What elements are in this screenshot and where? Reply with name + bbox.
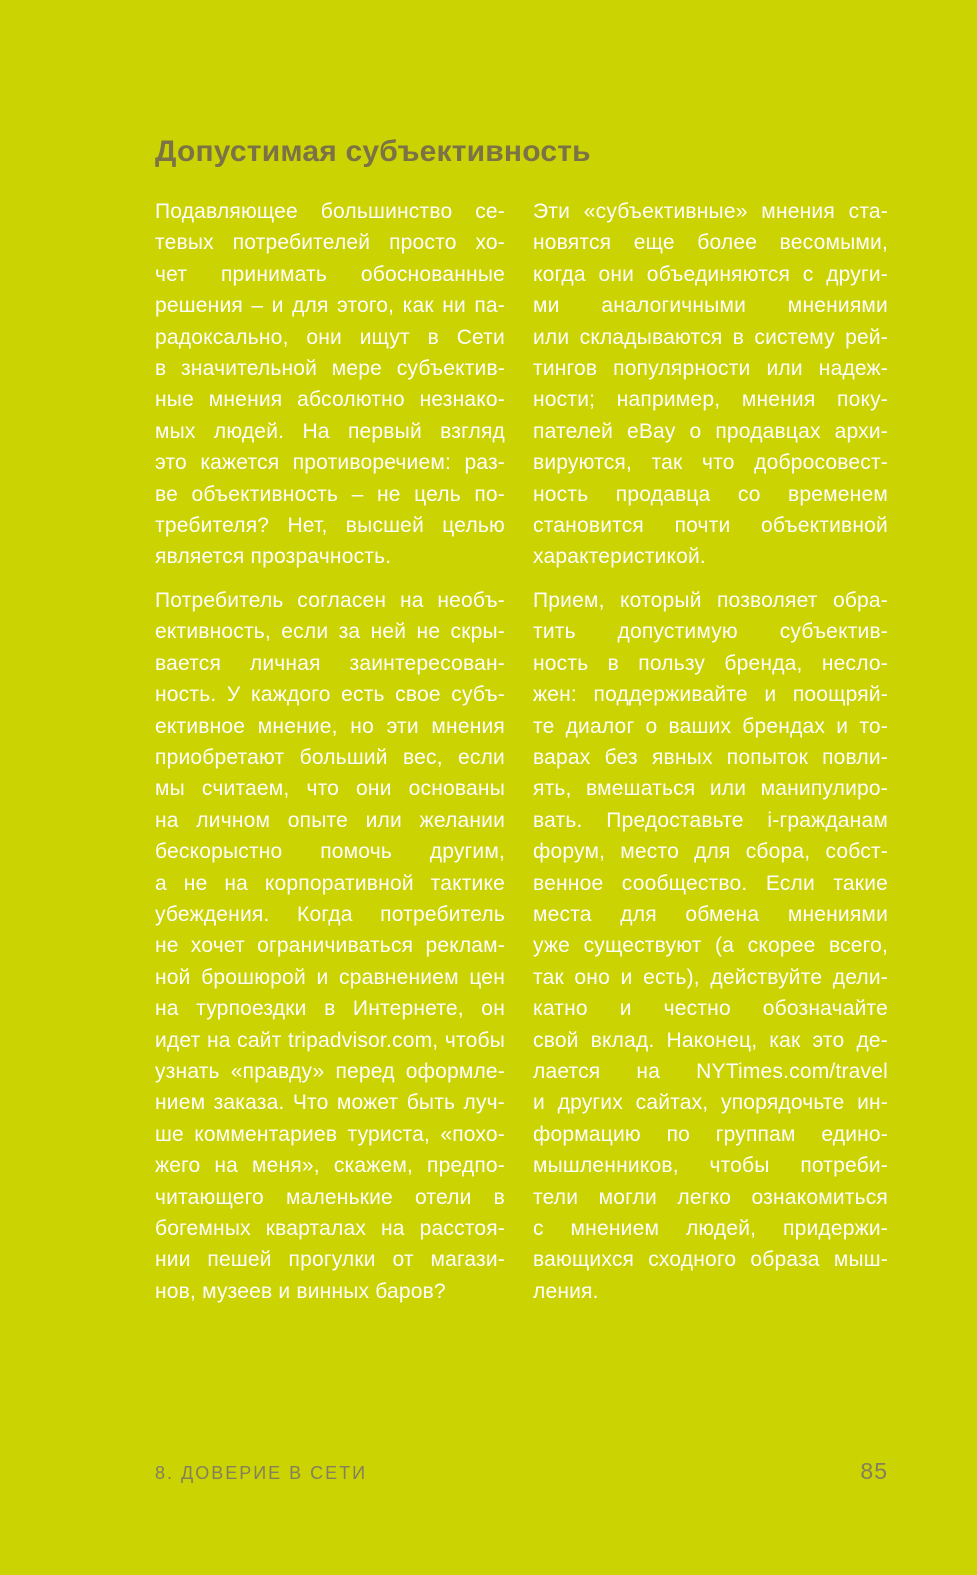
text-line: ления.	[533, 1279, 599, 1303]
footer	[155, 1458, 888, 1485]
text-line: ности; например, мнения поку-	[533, 388, 888, 412]
text-line: вающихся сходного образа мыш-	[533, 1248, 888, 1272]
text-line: нии пешей прогулки от магази-	[155, 1248, 505, 1272]
page-number: 85	[860, 1458, 888, 1484]
text-line: ность. У каждого есть свое субъ-	[155, 683, 505, 707]
text-line: или складываются в систему рей-	[533, 325, 888, 349]
text-line: ми аналогичными мнениями	[533, 294, 888, 318]
text-line: тить допустимую субъектив-	[533, 620, 888, 644]
text-line: ве объективность – не цель по-	[155, 482, 505, 506]
text-line: нов, музеев и винных баров?	[155, 1279, 446, 1303]
text-line: решения – и для этого, как ни па-	[155, 294, 505, 318]
text-line: в значительной мере субъектив-	[155, 357, 505, 381]
text-line: бескорыстно помочь другим,	[155, 840, 505, 864]
text-line: Подавляющее большинство се-	[155, 200, 505, 223]
text-line: места для обмена мнениями	[533, 902, 888, 926]
left-column	[155, 196, 505, 1307]
paragraph	[533, 585, 888, 1307]
running-footer-chapter: 8. ДОВЕРИЕ В СЕТИ	[155, 1463, 368, 1483]
text-line: мых людей. На первый взгляд	[155, 419, 505, 443]
text-line: узнать «правду» перед оформле-	[155, 1059, 505, 1083]
text-columns	[155, 196, 888, 1307]
text-line: тевых потребителей просто хо-	[155, 231, 505, 255]
text-line: характеристикой.	[533, 545, 706, 569]
text-line: свой вклад. Наконец, как это де-	[533, 1028, 888, 1052]
text-line: ные мнения абсолютно незнако-	[155, 388, 505, 412]
text-line: приобретают больший вес, если	[155, 745, 505, 769]
text-line: на турпоездки в Интернете, он	[155, 997, 505, 1021]
text-line: тингов популярности или надеж-	[533, 357, 888, 381]
text-line: форум, место для сбора, собст-	[533, 840, 888, 864]
text-line: читающего маленькие отели в	[155, 1185, 505, 1209]
right-column	[533, 196, 888, 1307]
text-line: уже существуют (а скорее всего,	[533, 934, 888, 958]
text-line: Прием, который позволяет обра-	[533, 588, 888, 612]
text-line: с мнением людей, придержи-	[533, 1217, 888, 1240]
text-line: те диалог о ваших брендах и то-	[533, 714, 888, 738]
text-line: и других сайтах, упорядочьте ин-	[533, 1091, 888, 1115]
text-line: на личном опыте или желании	[155, 808, 505, 832]
text-line: а не на корпоративной тактике	[155, 871, 505, 895]
text-line: ной брошюрой и сравнением цен	[155, 965, 505, 989]
text-line: мышленников, чтобы потреби-	[533, 1154, 888, 1178]
text-line: вируются, так что добросовест-	[533, 451, 888, 475]
text-line: новятся еще более весомыми,	[533, 231, 888, 255]
text-line: является прозрачность.	[155, 545, 392, 569]
text-line: ективное мнение, но эти мнения	[155, 714, 505, 738]
text-line: Эти «субъективные» мнения ста-	[533, 200, 888, 223]
text-line: не хочет ограничиваться реклам-	[155, 934, 505, 958]
text-line: тели могли легко ознакомиться	[533, 1185, 888, 1209]
text-line: это кажется противоречием: раз-	[155, 451, 505, 475]
text-line: Потребитель согласен на необъ-	[155, 588, 505, 612]
text-line: вать. Предоставьте i-гражданам	[533, 808, 888, 832]
text-line: так оно и есть), действуйте дели-	[533, 965, 888, 989]
text-line: становится почти объективной	[533, 514, 888, 538]
text-line: пателей eBay о продавцах архи-	[533, 419, 888, 443]
text-line: варах без явных попыток повли-	[533, 745, 888, 769]
text-line: ность продавца со временем	[533, 482, 888, 506]
text-line: жего на меня», скажем, предпо-	[155, 1154, 505, 1178]
text-line: радоксально, они ищут в Сети	[155, 325, 505, 349]
text-line: венное сообщество. Если такие	[533, 871, 888, 895]
text-line: требителя? Нет, высшей целью	[155, 514, 505, 538]
text-line: вается личная заинтересован-	[155, 651, 505, 675]
text-line: чет принимать обоснованные	[155, 262, 505, 286]
text-line: катно и честно обозначайте	[533, 997, 888, 1021]
text-line: ективность, если за ней не скры-	[155, 620, 505, 644]
paragraph	[155, 196, 505, 573]
text-line: жен: поддерживайте и поощряй-	[533, 683, 888, 707]
text-line: мы считаем, что они основаны	[155, 777, 505, 801]
text-line: идет на сайт tripadvisor.com, чтобы	[155, 1028, 505, 1052]
text-line: ять, вмешаться или манипулиро-	[533, 777, 888, 801]
text-line: нием заказа. Что может быть луч-	[155, 1091, 505, 1115]
text-line: ность в пользу бренда, несло-	[533, 651, 888, 675]
text-line: убеждения. Когда потребитель	[155, 902, 505, 926]
paragraph	[155, 585, 505, 1307]
page-title: Допустимая субъективность	[155, 135, 591, 168]
text-line: лается на NYTimes.com/travel	[533, 1059, 888, 1083]
text-line: ше комментариев туриста, «похо-	[155, 1122, 505, 1146]
paragraph	[533, 196, 888, 573]
text-line: богемных кварталах на расстоя-	[155, 1217, 505, 1240]
text-line: когда они объединяются с други-	[533, 262, 888, 286]
text-line: формацию по группам едино-	[533, 1122, 888, 1146]
